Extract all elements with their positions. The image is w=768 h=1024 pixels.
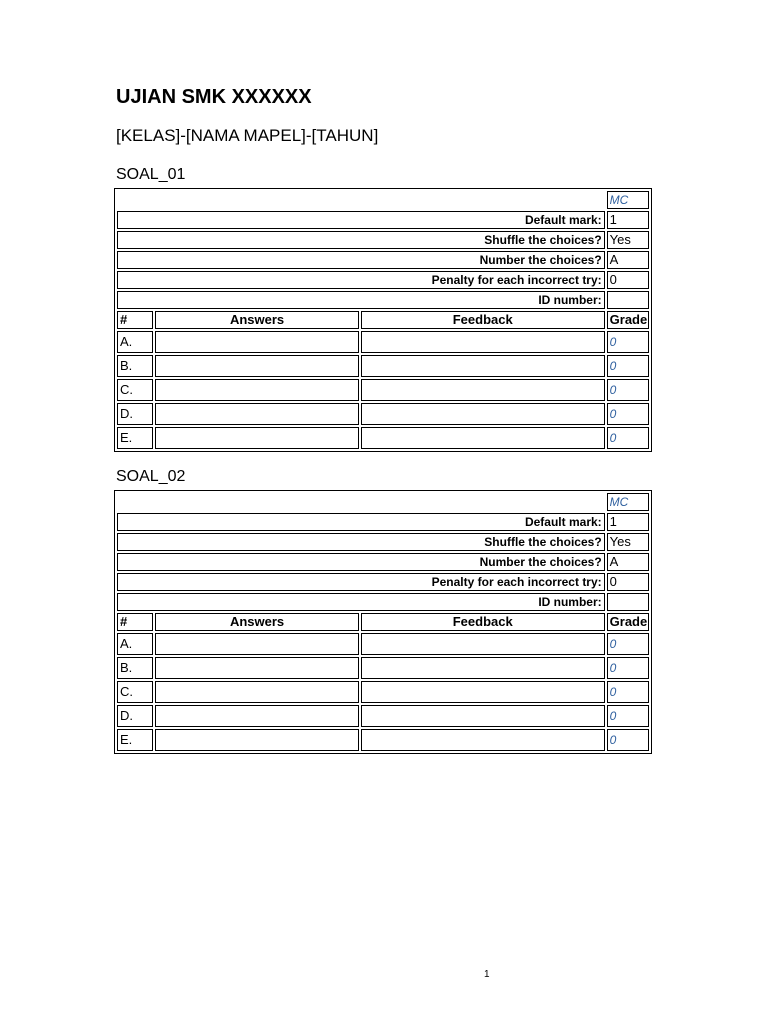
id-number-label: ID number: xyxy=(117,593,605,611)
answer-cell[interactable] xyxy=(155,633,359,655)
choice-letter: D. xyxy=(117,705,153,727)
answer-cell[interactable] xyxy=(155,681,359,703)
choice-letter: C. xyxy=(117,379,153,401)
penalty-value: 0 xyxy=(607,573,649,591)
feedback-cell[interactable] xyxy=(361,729,605,751)
page-subtitle: [KELAS]-[NAMA MAPEL]-[TAHUN] xyxy=(116,126,379,145)
answer-cell[interactable] xyxy=(155,331,359,353)
col-header-feedback: Feedback xyxy=(361,311,605,329)
col-header-grade: Grade xyxy=(607,613,649,631)
question-type: MC xyxy=(607,191,649,209)
grade-cell: 0 xyxy=(607,379,649,401)
question-type: MC xyxy=(607,493,649,511)
default-mark-value: 1 xyxy=(607,513,649,531)
answer-cell[interactable] xyxy=(155,355,359,377)
col-header-grade: Grade xyxy=(607,311,649,329)
col-header-number: # xyxy=(117,613,153,631)
question-table xyxy=(114,490,652,754)
choice-letter: B. xyxy=(117,355,153,377)
default-mark-label: Default mark: xyxy=(117,513,605,531)
page-number: 1 xyxy=(484,969,490,980)
col-header-answers: Answers xyxy=(155,311,359,329)
col-header-feedback: Feedback xyxy=(361,613,605,631)
question-table xyxy=(114,188,652,452)
feedback-cell[interactable] xyxy=(361,657,605,679)
grade-cell: 0 xyxy=(607,427,649,449)
feedback-cell[interactable] xyxy=(361,427,605,449)
choice-letter: D. xyxy=(117,403,153,425)
shuffle-value: Yes xyxy=(607,533,649,551)
id-number-value xyxy=(607,291,649,309)
grade-cell: 0 xyxy=(607,705,649,727)
number-choices-value: A xyxy=(607,553,649,571)
feedback-cell[interactable] xyxy=(361,403,605,425)
default-mark-label: Default mark: xyxy=(117,211,605,229)
penalty-label: Penalty for each incorrect try: xyxy=(117,271,605,289)
feedback-cell[interactable] xyxy=(361,355,605,377)
col-header-number: # xyxy=(117,311,153,329)
choice-letter: A. xyxy=(117,633,153,655)
number-choices-label: Number the choices? xyxy=(117,553,605,571)
choice-letter: B. xyxy=(117,657,153,679)
grade-cell: 0 xyxy=(607,729,649,751)
feedback-cell[interactable] xyxy=(361,331,605,353)
question-name: SOAL_01 xyxy=(116,166,186,183)
grade-cell: 0 xyxy=(607,403,649,425)
shuffle-label: Shuffle the choices? xyxy=(117,533,605,551)
feedback-cell[interactable] xyxy=(361,379,605,401)
choice-letter: E. xyxy=(117,729,153,751)
feedback-cell[interactable] xyxy=(361,633,605,655)
question-name: SOAL_02 xyxy=(116,468,186,485)
grade-cell: 0 xyxy=(607,633,649,655)
choice-letter: A. xyxy=(117,331,153,353)
choice-letter: E. xyxy=(117,427,153,449)
default-mark-value: 1 xyxy=(607,211,649,229)
penalty-label: Penalty for each incorrect try: xyxy=(117,573,605,591)
grade-cell: 0 xyxy=(607,355,649,377)
feedback-cell[interactable] xyxy=(361,681,605,703)
feedback-cell[interactable] xyxy=(361,705,605,727)
answer-cell[interactable] xyxy=(155,379,359,401)
number-choices-label: Number the choices? xyxy=(117,251,605,269)
grade-cell: 0 xyxy=(607,331,649,353)
grade-cell: 0 xyxy=(607,681,649,703)
choice-letter: C. xyxy=(117,681,153,703)
id-number-label: ID number: xyxy=(117,291,605,309)
shuffle-value: Yes xyxy=(607,231,649,249)
answer-cell[interactable] xyxy=(155,705,359,727)
answer-cell[interactable] xyxy=(155,427,359,449)
answer-cell[interactable] xyxy=(155,403,359,425)
penalty-value: 0 xyxy=(607,271,649,289)
number-choices-value: A xyxy=(607,251,649,269)
answer-cell[interactable] xyxy=(155,657,359,679)
page-title: UJIAN SMK XXXXXX xyxy=(116,86,312,108)
grade-cell: 0 xyxy=(607,657,649,679)
shuffle-label: Shuffle the choices? xyxy=(117,231,605,249)
col-header-answers: Answers xyxy=(155,613,359,631)
answer-cell[interactable] xyxy=(155,729,359,751)
id-number-value xyxy=(607,593,649,611)
